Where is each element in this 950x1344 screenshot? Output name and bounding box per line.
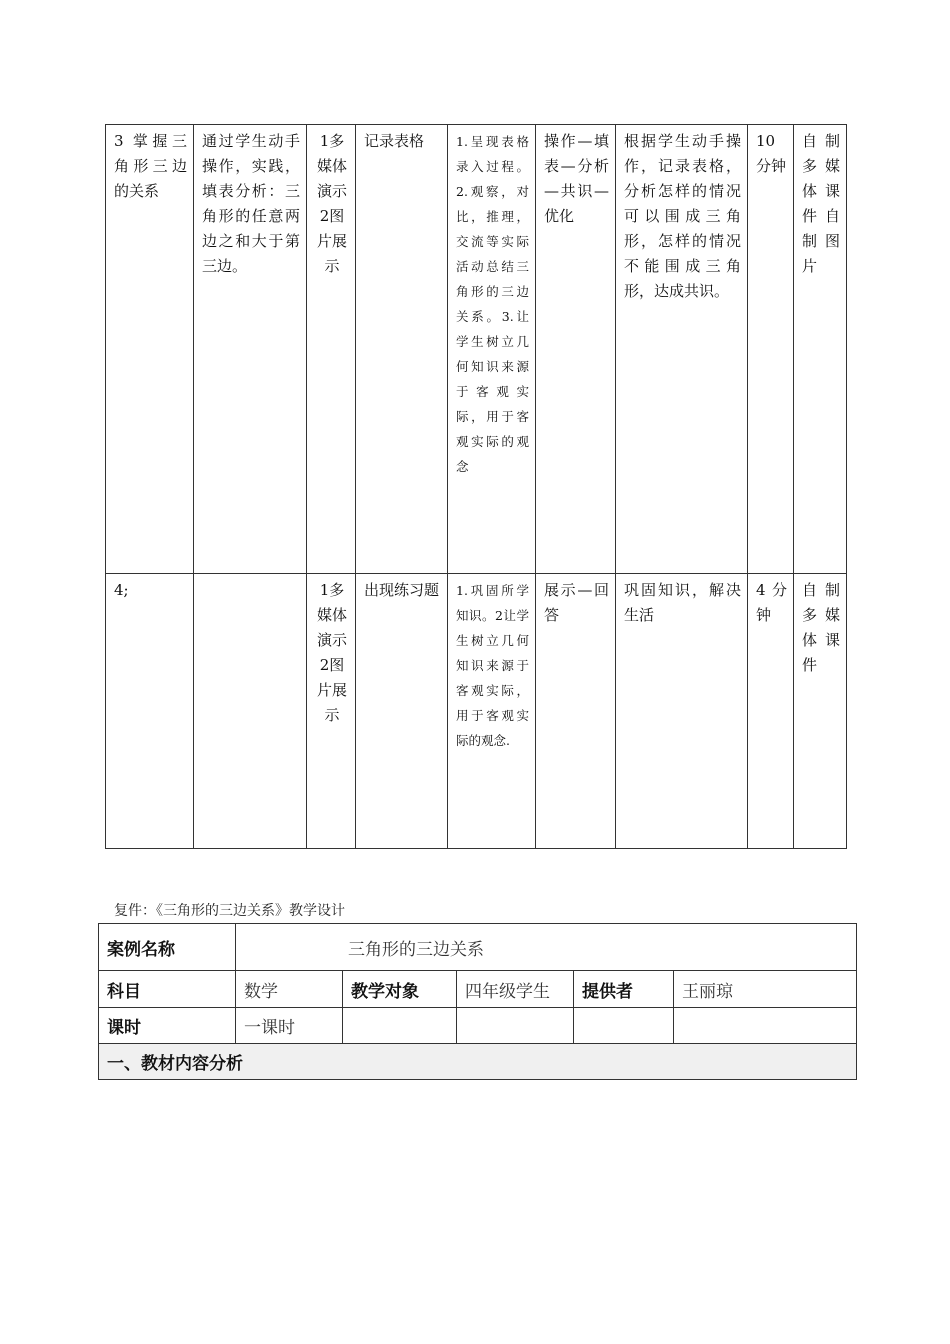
teaching-process-table bbox=[105, 124, 847, 849]
process-cell: 操作—填表—分析—共识—优化 bbox=[536, 125, 616, 574]
empty-cell bbox=[457, 1008, 574, 1044]
case-info-table bbox=[98, 923, 857, 1080]
empty-cell bbox=[343, 1008, 457, 1044]
table-row bbox=[99, 971, 857, 1008]
purpose-cell: 1.巩固所学知识。2让学生树立几何知识来源于客观实际，用于客观实际的观念. bbox=[448, 574, 536, 849]
process-cell: 展示—回答 bbox=[536, 574, 616, 849]
table-row bbox=[99, 1044, 857, 1080]
document-caption: 复件：《三角形的三边关系》教学设计 bbox=[114, 903, 345, 919]
media-cell: 1多媒体演示2图片展示 bbox=[307, 125, 356, 574]
purpose-cell: 1.呈现表格录入过程。2.观察，对比，推理，交流等实际活动总结三角形的三边关系。3.让学生树立几何知识来源于客观实际，用于客观实际的观念 bbox=[448, 125, 536, 574]
provider-label: 提供者 bbox=[574, 971, 674, 1008]
case-name-label: 案例名称 bbox=[99, 924, 236, 971]
time-cell: 4分钟 bbox=[748, 574, 794, 849]
subject-value: 数学 bbox=[236, 971, 343, 1008]
table-row bbox=[99, 924, 857, 971]
step-cell: 3 掌握三角形三边的关系 bbox=[106, 125, 194, 574]
table-row bbox=[99, 1008, 857, 1044]
period-value: 一课时 bbox=[236, 1008, 343, 1044]
resource-cell: 自制多媒体课件自制图片 bbox=[794, 125, 847, 574]
table-row bbox=[106, 574, 847, 849]
case-name-value: 三角形的三边关系 bbox=[236, 924, 857, 971]
resource-cell: 自制多媒体课件 bbox=[794, 574, 847, 849]
method-cell: 出现练习题 bbox=[356, 574, 448, 849]
media-cell: 1多媒体演示2图片展示 bbox=[307, 574, 356, 849]
audience-label: 教学对象 bbox=[343, 971, 457, 1008]
design-cell: 根据学生动手操作，记录表格，分析怎样的情况可以围成三角形，怎样的情况不能围成三角形，达成共识。 bbox=[616, 125, 748, 574]
table-row bbox=[106, 125, 847, 574]
empty-cell bbox=[574, 1008, 674, 1044]
method-cell: 记录表格 bbox=[356, 125, 448, 574]
activity-cell bbox=[194, 574, 307, 849]
time-cell: 10分钟 bbox=[748, 125, 794, 574]
period-label: 课时 bbox=[99, 1008, 236, 1044]
design-cell: 巩固知识，解决生活 bbox=[616, 574, 748, 849]
empty-cell bbox=[674, 1008, 857, 1044]
provider-value: 王丽琼 bbox=[674, 971, 857, 1008]
activity-cell: 通过学生动手操作，实践，填表分析：三角形的任意两边之和大于第三边。 bbox=[194, 125, 307, 574]
step-cell: 4; bbox=[106, 574, 194, 849]
audience-value: 四年级学生 bbox=[457, 971, 574, 1008]
subject-label: 科目 bbox=[99, 971, 236, 1008]
section-heading: 一、教材内容分析 bbox=[99, 1044, 857, 1080]
